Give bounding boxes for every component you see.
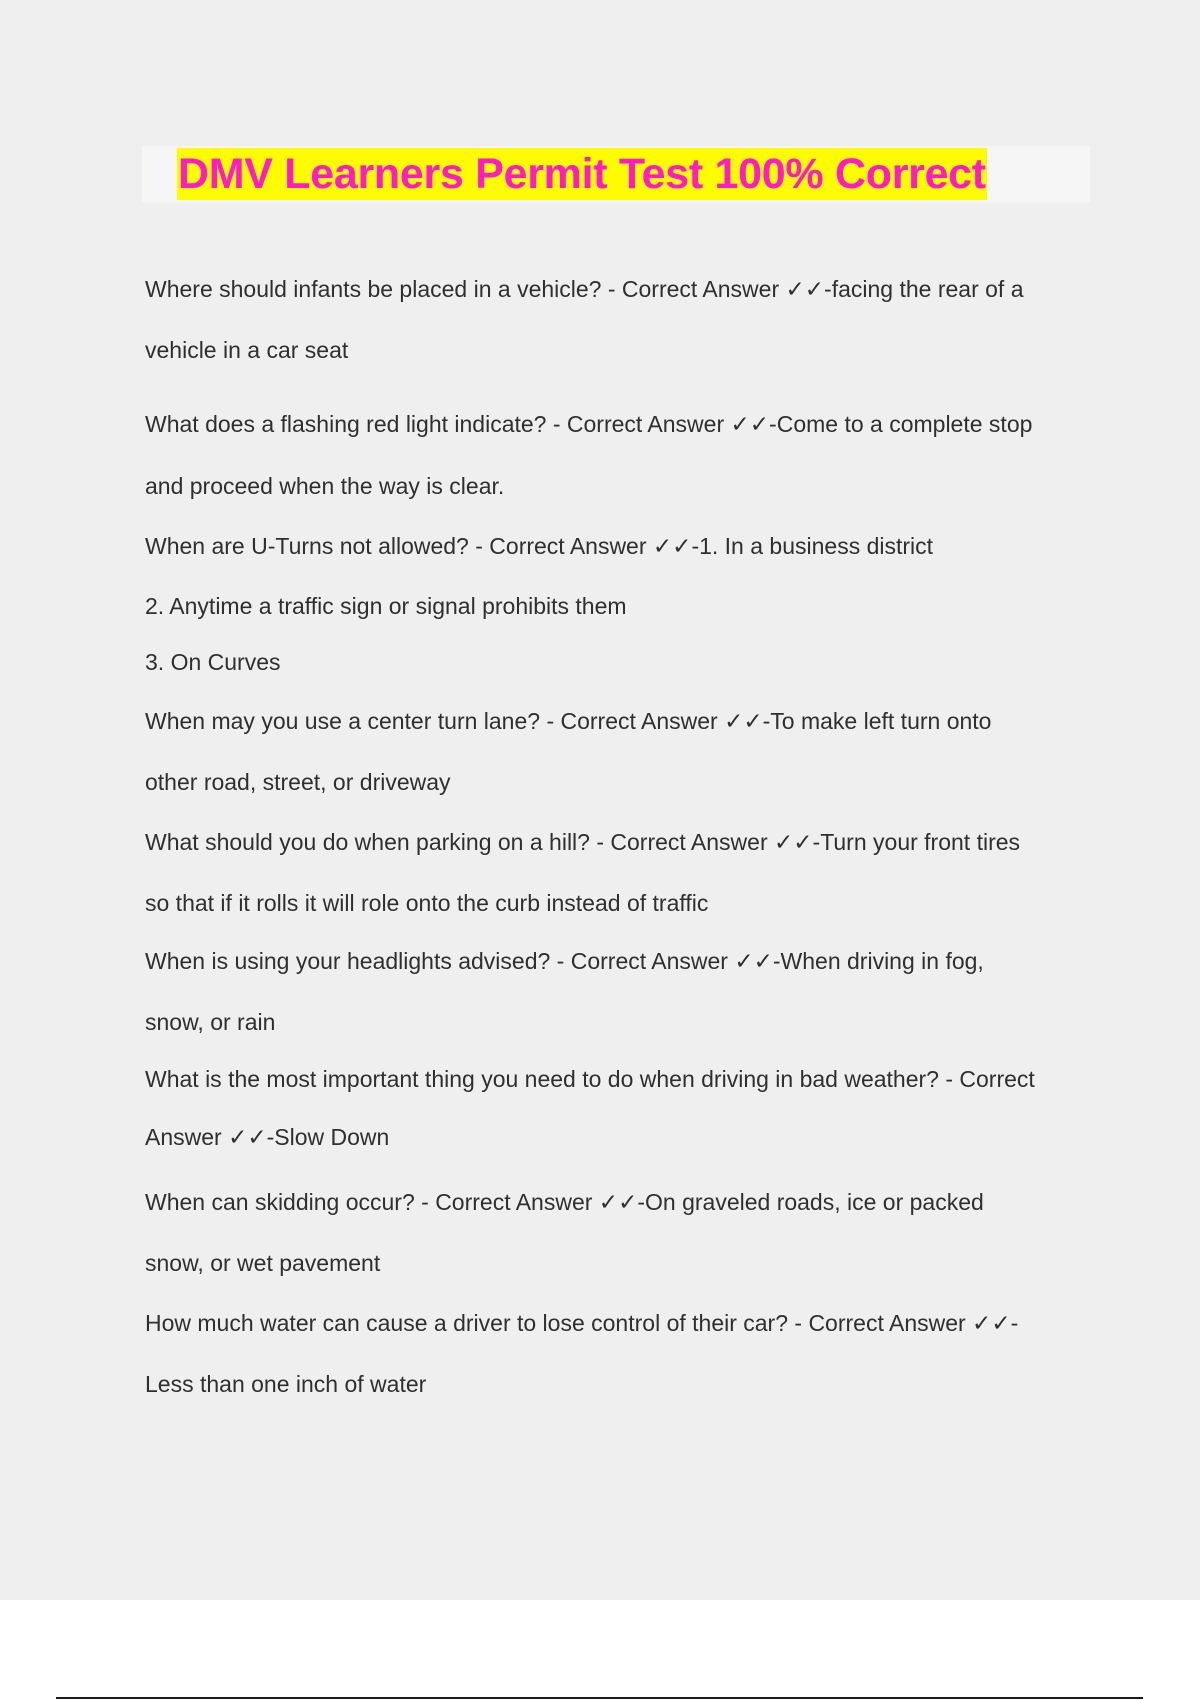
- text-line: What is the most important thing you need to do when driving in bad weather? - Correct: [145, 1066, 1035, 1092]
- text-line: Less than one inch of water: [145, 1371, 427, 1397]
- text-line: When can skidding occur? - Correct Answer ✓✓-On graveled roads, ice or packed: [145, 1189, 984, 1215]
- text-line: 3. On Curves: [145, 649, 281, 675]
- text-line: What does a flashing red light indicate? - Correct Answer ✓✓-Come to a complete stop: [145, 411, 1033, 437]
- text-line: What should you do when parking on a hill? - Correct Answer ✓✓-Turn your front tires: [145, 829, 1021, 855]
- text-line: vehicle in a car seat: [145, 337, 349, 363]
- text-line: Answer ✓✓-Slow Down: [145, 1124, 390, 1150]
- text-line: so that if it rolls it will role onto the curb instead of traffic: [145, 890, 709, 916]
- text-line: and proceed when the way is clear.: [145, 473, 505, 499]
- text-line: snow, or wet pavement: [145, 1250, 381, 1276]
- document-title: DMV Learners Permit Test 100% Correct: [178, 150, 986, 198]
- text-line: 2. Anytime a traffic sign or signal prohibits them: [145, 593, 627, 619]
- text-line: When may you use a center turn lane? - Correct Answer ✓✓-To make left turn onto: [145, 708, 992, 734]
- text-line: other road, street, or driveway: [145, 769, 451, 795]
- text-line: snow, or rain: [145, 1009, 276, 1035]
- text-line: How much water can cause a driver to lose control of their car? - Correct Answer ✓✓-: [145, 1310, 1019, 1336]
- text-line: Where should infants be placed in a vehicle? - Correct Answer ✓✓-facing the rear of a: [145, 276, 1024, 302]
- text-line: When is using your headlights advised? - Correct Answer ✓✓-When driving in fog,: [145, 948, 984, 974]
- text-line: When are U-Turns not allowed? - Correct Answer ✓✓-1. In a business district: [145, 533, 934, 559]
- footer-divider: [56, 1697, 1143, 1699]
